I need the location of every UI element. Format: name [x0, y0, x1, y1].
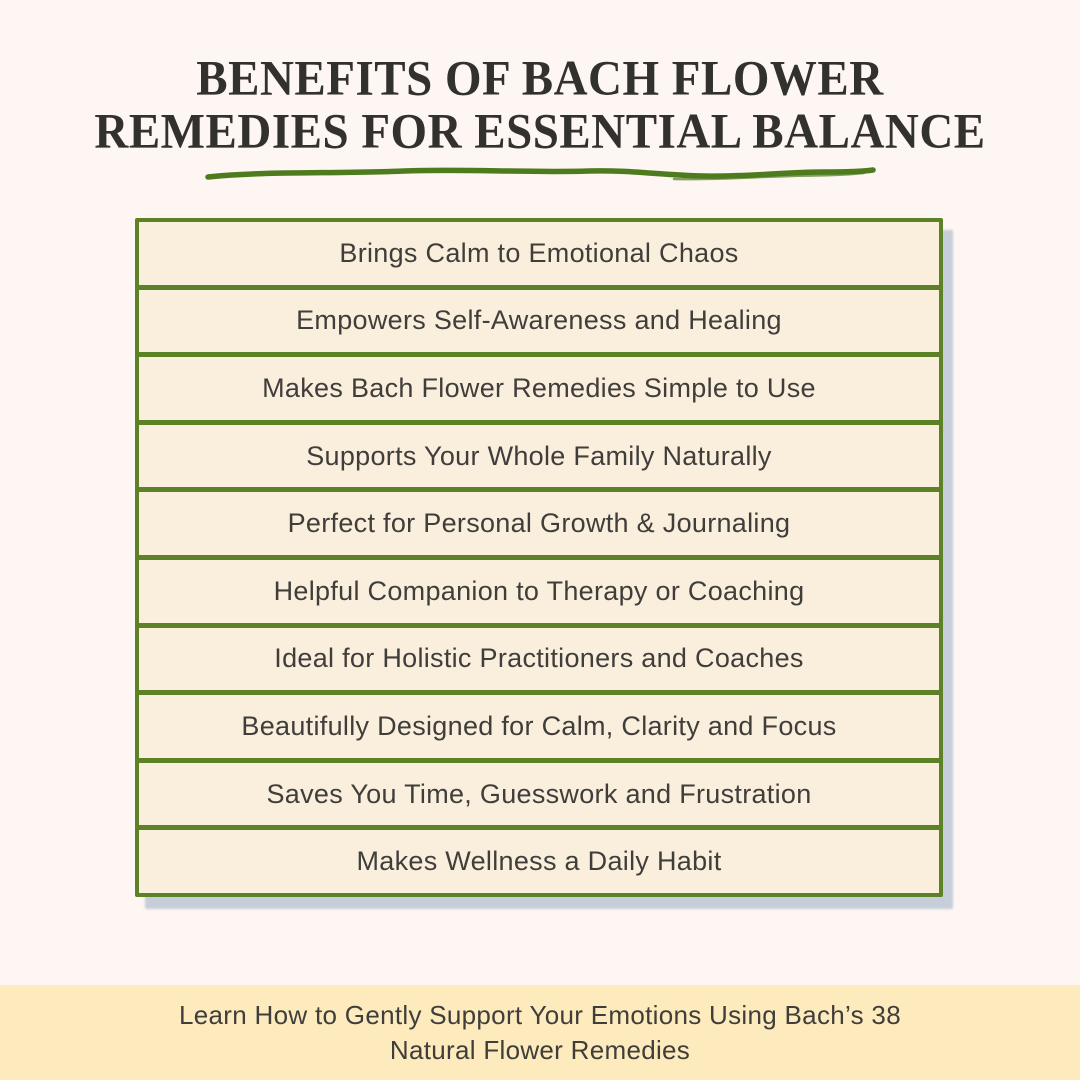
benefit-label: Perfect for Personal Growth & Journaling: [287, 508, 791, 539]
table-row: [139, 290, 939, 358]
table-row: [139, 425, 939, 493]
footer-banner-line2: Natural Flower Remedies: [389, 1035, 691, 1065]
table-row: [139, 560, 939, 628]
footer-banner: [0, 985, 1080, 1080]
benefit-label: Brings Calm to Emotional Chaos: [339, 237, 739, 268]
benefits-table: [135, 218, 943, 897]
page-title-line2: REMEDIES FOR ESSENTIAL BALANCE: [94, 103, 986, 160]
footer-banner-line1: Learn How to Gently Support Your Emotions Using Bach’s 38: [179, 1000, 901, 1030]
table-row: [139, 357, 939, 425]
benefit-label: Supports Your Whole Family Naturally: [306, 440, 772, 471]
benefit-label: Helpful Companion to Therapy or Coaching: [273, 575, 805, 606]
table-row: [139, 628, 939, 696]
benefit-label: Empowers Self-Awareness and Healing: [296, 305, 782, 336]
benefit-label: Makes Bach Flower Remedies Simple to Use: [262, 372, 816, 403]
page-title-line1: BENEFITS OF BACH FLOWER: [196, 50, 884, 107]
page-title: [0, 52, 1080, 158]
table-row: [139, 830, 939, 893]
table-row: [139, 222, 939, 290]
brush-underline-icon: [204, 160, 877, 186]
table-row: [139, 763, 939, 831]
brush-underline: [0, 160, 1080, 191]
table-row: [139, 695, 939, 763]
table-row: [139, 492, 939, 560]
benefit-label: Ideal for Holistic Practitioners and Coaches: [274, 643, 804, 674]
benefit-label: Beautifully Designed for Calm, Clarity and Focus: [241, 710, 837, 741]
benefit-label: Saves You Time, Guesswork and Frustration: [266, 778, 812, 809]
benefit-label: Makes Wellness a Daily Habit: [356, 846, 722, 877]
